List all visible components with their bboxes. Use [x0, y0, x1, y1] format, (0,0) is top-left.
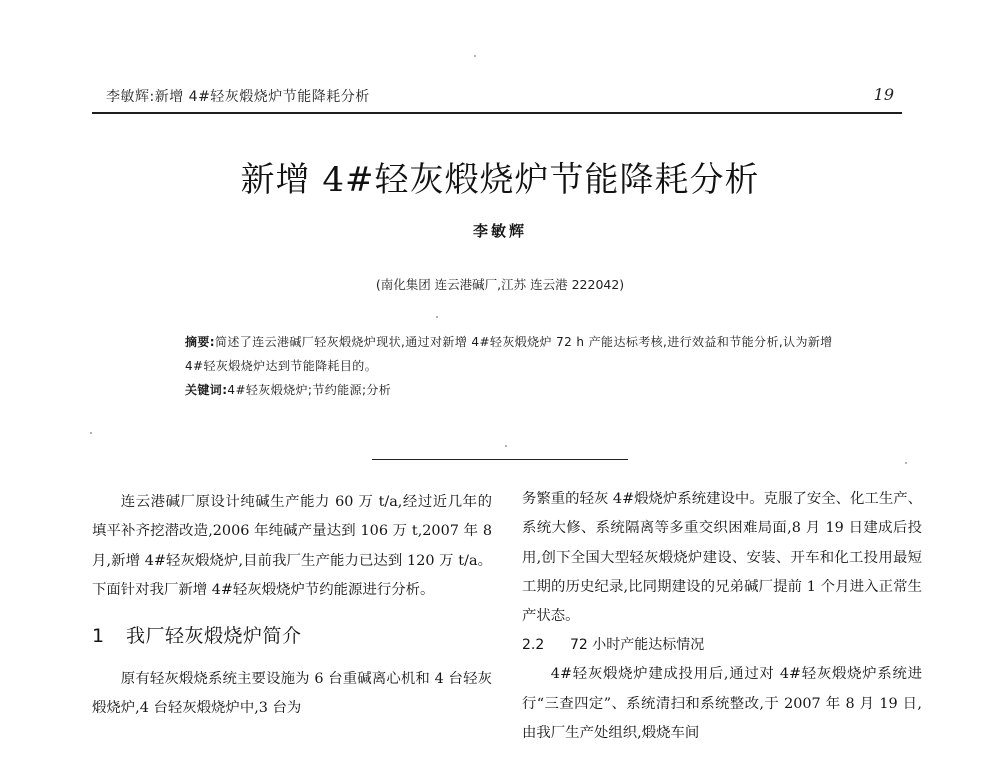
section-2-2-paragraph: 4#轻灰煅烧炉建成投用后,通过对 4#轻灰煅烧炉系统进行“三查四定”、系统清扫和系统整改,于 2007 年 8 月 19 日,由我厂生产处组织,煅烧车间 — [522, 666, 922, 742]
running-title: 李敏辉:新增 4#轻灰煅烧炉节能降耗分析 — [106, 89, 370, 105]
abstract-separator — [372, 459, 628, 460]
section-number: 1 — [92, 625, 105, 648]
abstract-label: 摘要: — [185, 335, 215, 349]
article-title: 新增 4#轻灰煅烧炉节能降耗分析 — [240, 160, 760, 200]
keywords — [185, 378, 845, 402]
section-title: 72 小时产能达标情况 — [570, 637, 705, 654]
section-1-paragraph: 原有轻灰煅烧系统主要设施为 6 台重碱离心机和 4 台轻灰煅烧炉,4 台轻灰煅烧炉中,3 台为 — [92, 671, 492, 717]
section-number: 2.2 — [522, 637, 545, 654]
abstract — [185, 330, 845, 378]
header-rule — [92, 112, 902, 114]
body-column-right — [522, 485, 922, 748]
scan-speck — [905, 462, 907, 464]
scan-speck — [436, 316, 438, 318]
scan-speck — [474, 55, 476, 57]
article-author: 李敏辉 — [472, 222, 527, 240]
scan-speck — [90, 432, 92, 434]
keywords-label: 关键词: — [185, 383, 228, 397]
section-title: 我厂轻灰煅烧炉简介 — [126, 625, 302, 648]
running-head — [92, 86, 902, 110]
abstract-block — [185, 330, 845, 402]
intro-paragraph: 连云港碱厂原设计纯碱生产能力 60 万 t/a,经过近几年的填平补齐挖潜改造,2006 年纯碱产量达到 106 万 t,2007 年 8 月,新增 4#轻灰煅烧炉,目前我厂生产能力已达到 120 万 t/a。下面针对我厂新增 4#轻灰煅烧炉节约能源进行分析。 — [92, 494, 492, 598]
abstract-text: 简述了连云港碱厂轻灰煅烧炉现状,通过对新增 4#轻灰煅烧炉 72 h 产能达标考核,进行效益和节能分析,认为新增 4#轻灰煅烧炉达到节能降耗目的。 — [185, 335, 833, 373]
section-heading-2-2 — [522, 631, 922, 660]
body-column-left — [92, 488, 492, 724]
page-number: 19 — [873, 85, 894, 104]
continued-paragraph: 务繁重的轻灰 4#煅烧炉系统建设中。克服了安全、化工生产、系统大修、系统隔离等多重交织困难局面,8 月 19 日建成后投用,创下全国大型轻灰煅烧炉建设、安装、开车和化工投用最短工期的历史纪录,比同期建设的兄弟碱厂提前 1 个月进入正常生产状态。 — [522, 491, 922, 625]
keywords-text: 4#轻灰煅烧炉;节约能源;分析 — [227, 383, 392, 397]
article-affiliation: (南化集团 连云港碱厂,江苏 连云港 222042) — [375, 277, 625, 292]
scan-speck — [505, 445, 507, 447]
section-heading-1 — [92, 621, 492, 651]
